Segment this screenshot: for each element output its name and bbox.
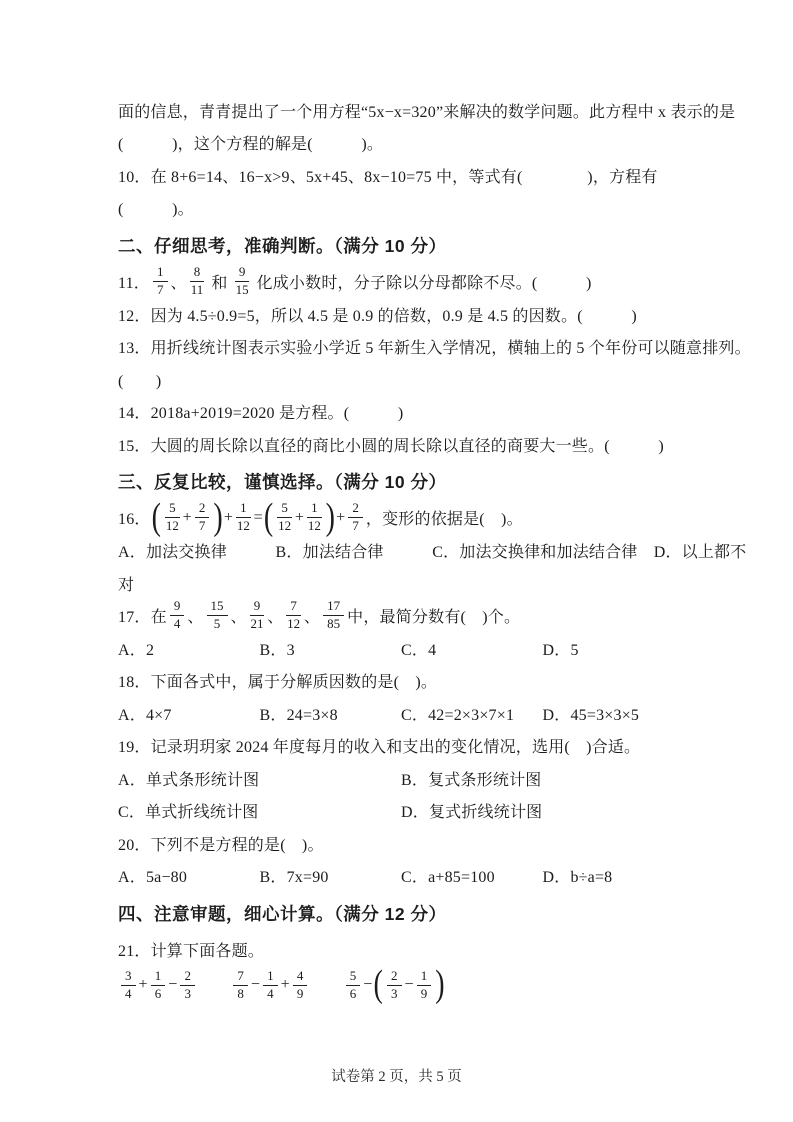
q18-options (118, 697, 684, 730)
q14-line (118, 395, 684, 428)
fraction-numerator: 5 (346, 969, 361, 986)
q17-options (118, 632, 684, 665)
text-run: + (280, 976, 290, 994)
option-a: A．2 (118, 641, 155, 659)
fraction-numerator: 9 (235, 265, 250, 282)
text-run: 二、仔细思考，准确判断。（满分 10 分） (118, 235, 447, 256)
option-b: B．复式条形统计图 (401, 771, 542, 789)
fraction (195, 501, 210, 534)
fraction-denominator: 3 (184, 985, 191, 1001)
q18-line (118, 665, 684, 698)
fraction (180, 969, 195, 1002)
fraction-denominator: 8 (237, 985, 244, 1001)
q19-options-row2 (118, 795, 684, 828)
fraction-numerator: 4 (293, 969, 308, 986)
option-c: C．4 (401, 641, 437, 659)
option-b: B．3 (259, 641, 295, 659)
text-run: 、 (267, 609, 284, 627)
q21-line (118, 933, 684, 966)
text-run: 17．在 (118, 609, 167, 627)
option-d: D．5 (542, 641, 579, 659)
text-run: ( )。 (118, 201, 194, 219)
fraction-numerator: 7 (286, 599, 301, 616)
fraction (236, 501, 251, 534)
fraction-denominator: 85 (327, 616, 341, 632)
right-paren-icon: ) (325, 496, 336, 539)
fraction (170, 599, 185, 632)
q12-line (118, 298, 684, 331)
q11-line (118, 265, 684, 298)
page-footer: 试卷第 2 页，共 5 页 (331, 1069, 462, 1085)
fraction-denominator: 6 (349, 985, 357, 1001)
fraction (307, 501, 322, 534)
text-run: − (404, 976, 414, 994)
option-c: C．单式折线统计图 (118, 804, 259, 822)
text-run: ( ) (118, 372, 162, 390)
q21-expressions (118, 963, 684, 1006)
text-run: 12．因为 4.5÷0.9=5，所以 4.5 是 0.9 的倍数，0.9 是 4.5 的因数。( ) (118, 307, 637, 325)
fraction-numerator: 9 (250, 599, 265, 616)
text-run: = (253, 508, 263, 526)
fraction-denominator: 12 (236, 518, 250, 534)
fraction (286, 599, 301, 632)
text-run: − (168, 976, 178, 994)
fraction-numerator: 2 (180, 969, 195, 986)
fraction (235, 265, 250, 298)
q19-line (118, 730, 684, 763)
fraction-denominator: 4 (173, 616, 181, 632)
fraction-denominator: 7 (352, 518, 359, 534)
text-run: 和 (207, 274, 232, 292)
q10-line (118, 159, 684, 192)
q9-blanks-line (118, 127, 684, 160)
fraction-denominator: 5 (213, 616, 221, 632)
fraction-numerator: 17 (323, 599, 344, 616)
q16-options-line1 (118, 534, 747, 567)
fraction-numerator: 15 (207, 599, 228, 616)
right-paren-icon: ) (213, 496, 223, 539)
text-run: 14．2018a+2019=2020 是方程。( ) (118, 405, 404, 423)
text-run: + (294, 508, 305, 526)
fraction-denominator: 9 (296, 985, 304, 1001)
fraction (263, 969, 278, 1002)
q13-line (118, 330, 751, 363)
option-b: B．7x=90 (259, 869, 329, 887)
option-c: C．42=2×3×7×1 (401, 706, 515, 724)
fraction-numerator: 1 (417, 969, 432, 986)
fraction-numerator: 7 (233, 969, 248, 986)
q16-options-line2 (118, 567, 684, 600)
fraction-numerator: 1 (236, 501, 251, 518)
text-run: − (250, 976, 261, 994)
fraction-denominator: 11 (190, 281, 204, 297)
text-run: 、 (303, 609, 321, 627)
option-a: A．5a−80 (118, 869, 188, 887)
left-paren-icon: ( (373, 963, 384, 1006)
fraction-numerator: 2 (387, 969, 402, 986)
fraction-denominator: 3 (391, 985, 398, 1001)
fraction-denominator: 4 (267, 985, 274, 1001)
fraction (387, 969, 402, 1002)
fraction-denominator: 15 (235, 281, 249, 297)
fraction (207, 599, 228, 632)
fraction (417, 969, 432, 1002)
text-run: 16． (118, 511, 151, 529)
fraction (151, 969, 166, 1002)
text-run: 19．记录玥玥家 2024 年度每月的收入和支出的变化情况，选用( )合适。 (118, 739, 641, 757)
fraction-numerator: 1 (307, 501, 322, 518)
document-content (118, 94, 751, 1006)
text-run: 、 (230, 609, 247, 627)
text-run: + (223, 508, 234, 526)
option-d: D．b÷a=8 (542, 869, 613, 887)
fraction-numerator: 5 (165, 501, 180, 518)
fraction-denominator: 6 (154, 985, 162, 1001)
fraction-denominator: 12 (165, 518, 179, 534)
fraction-numerator: 1 (153, 265, 168, 282)
text-run: 20．下列不是方程的是( )。 (118, 836, 324, 854)
option-a: A．单式条形统计图 (118, 771, 260, 789)
text-run: 15．大圆的周长除以直径的商比小圆的周长除以直径的商要大一些。( ) (118, 437, 664, 455)
fraction-numerator: 1 (263, 969, 278, 986)
left-paren-icon: ( (263, 496, 274, 539)
q10-blank-line (118, 192, 684, 225)
fraction (348, 501, 363, 534)
option-b: B．24=3×8 (259, 706, 338, 724)
q17-line (118, 599, 684, 632)
fraction-numerator: 2 (348, 501, 363, 518)
option-d: D．复式折线统计图 (401, 804, 543, 822)
fraction-numerator: 3 (121, 969, 136, 986)
text-run: + (182, 508, 192, 526)
option-a: A．4×7 (118, 706, 172, 724)
fraction (277, 501, 292, 534)
text-run (198, 974, 230, 997)
q13-blank-line (118, 363, 684, 396)
section4-heading (118, 895, 684, 931)
text-run: A．加法交换律 B．加法结合律 C．加法交换律和加法结合律 D．以上都不 (118, 544, 747, 561)
fraction (233, 969, 248, 1002)
fraction-denominator: 12 (307, 518, 321, 534)
text-run: 化成小数时，分子除以分母都除不尽。( ) (252, 274, 592, 292)
q15-line (118, 428, 684, 461)
fraction-numerator: 8 (190, 265, 205, 282)
text-run: 18．下面各式中，属于分解质因数的是( )。 (118, 674, 438, 692)
fraction-numerator: 5 (277, 501, 292, 518)
text-run: − (363, 976, 373, 994)
text-run: 、 (170, 274, 187, 292)
text-run: 21．计算下面各题。 (118, 942, 265, 960)
text-run: 四、注意审题，细心计算。（满分 12 分） (118, 903, 447, 924)
section3-heading (118, 463, 684, 499)
fraction (190, 265, 205, 298)
fraction-denominator: 21 (250, 616, 264, 632)
text-run (310, 974, 342, 997)
left-paren-icon: ( (151, 496, 162, 539)
fraction-denominator: 9 (420, 985, 428, 1001)
section2-heading (118, 227, 684, 263)
text-run: ，变形的依据是( )。 (365, 511, 523, 529)
q16-line (118, 496, 684, 539)
fraction-denominator: 7 (198, 518, 206, 534)
fraction-denominator: 4 (125, 985, 132, 1001)
fraction-denominator: 12 (287, 616, 301, 632)
fraction (153, 265, 168, 298)
fraction-denominator: 12 (278, 518, 292, 534)
text-run: 13．用折线统计图表示实验小学近 5 年新生入学情况，横轴上的 5 个年份可以随意排列。 (118, 340, 751, 358)
fraction-numerator: 1 (151, 969, 166, 986)
fraction (323, 599, 344, 632)
text-run: ( )，这个方程的解是( )。 (118, 136, 384, 154)
text-run: 对 (118, 576, 135, 594)
fraction (250, 599, 265, 632)
q20-options (118, 860, 684, 893)
text-run: + (138, 976, 148, 994)
fraction-numerator: 2 (195, 501, 210, 518)
option-c: C．a+85=100 (401, 869, 495, 887)
text-run: 面的信息，青青提出了一个用方程“5x−x=320”来解决的数学问题。此方程中 x 表示的是 (118, 103, 736, 121)
text-run: 10．在 8+6=14、16−x>9、5x+45、8x−10=75 中，等式有( )，方程有 (118, 168, 658, 186)
fraction (165, 501, 180, 534)
right-paren-icon: ) (435, 963, 445, 1006)
q9-continuation-line (118, 94, 736, 127)
text-run: 中，最简分数有( )个。 (347, 609, 521, 627)
fraction (121, 969, 136, 1002)
q19-options-row1 (118, 762, 684, 795)
text-run: + (336, 508, 346, 526)
fraction-denominator: 7 (157, 281, 164, 297)
fraction (293, 969, 308, 1002)
text-run: 三、反复比较，谨慎选择。（满分 10 分） (118, 471, 447, 492)
q20-line (118, 827, 684, 860)
fraction (346, 969, 361, 1002)
option-d: D．45=3×3×5 (542, 706, 640, 724)
text-run: 、 (187, 609, 204, 627)
text-run: 11． (118, 274, 151, 292)
fraction-numerator: 9 (170, 599, 185, 616)
